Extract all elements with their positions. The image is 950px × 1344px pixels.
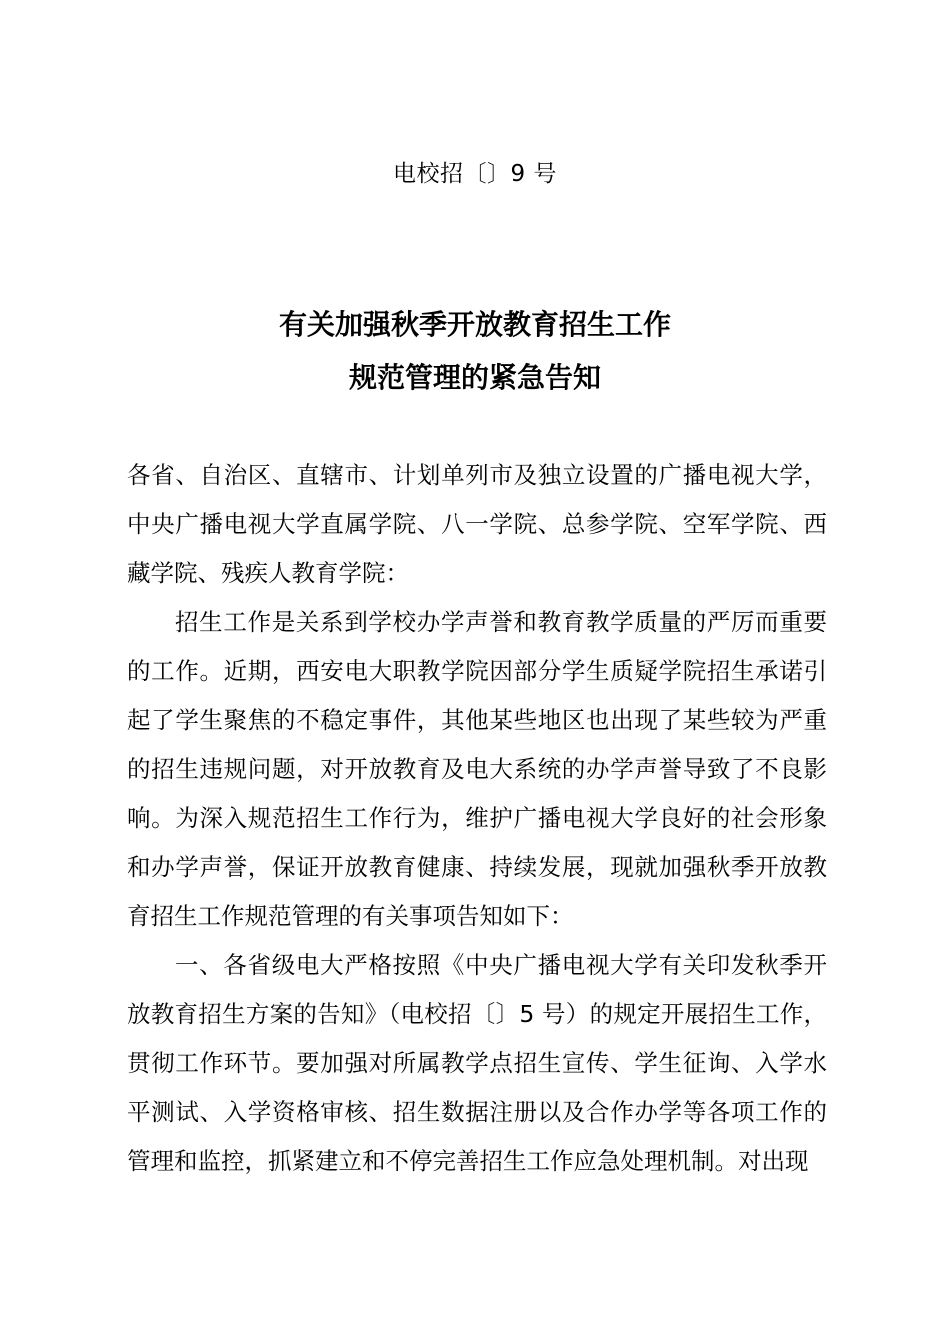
addressee-paragraph: 各省、自治区、直辖市、计划单列市及独立设置的广播电视大学，中央广播电视大学直属学院、八一学院、总参学院、空军学院、西藏学院、残疾人教育学院： [127, 461, 827, 587]
body-paragraph-2: 一、各省级电大严格按照《中央广播电视大学有关印发秋季开放教育招生方案的告知》（电校招〔〕5 号）的规定开展招生工作，贯彻工作环节。要加强对所属教学点招生宣传、学生征询、入学水平测试、入学资格审核、招生数据注册以及合作办学等各项工作的管理和监控，抓紧建立和不停完善招生工作应急处理机制。对出现 [127, 951, 827, 1175]
document-number: 电校招〔〕9 号 [393, 161, 557, 187]
document-title [0, 298, 950, 404]
title-line-1: 有关加强秋季开放教育招生工作 [278, 308, 671, 341]
document-body [127, 451, 827, 1186]
title-line-2: 规范管理的紧急告知 [348, 361, 601, 394]
body-paragraph-1: 招生工作是关系到学校办学声誉和教育教学质量的严厉而重要的工作。近期，西安电大职教学院因部分学生质疑学院招生承诺引起了学生聚焦的不稳定事件，其他某些地区也出现了某些较为严重的招生违规问题，对开放教育及电大系统的办学声誉导致了不良影响。为深入规范招生工作行为，维护广播电视大学良好的社会形象和办学声誉，保证开放教育健康、持续发展，现就加强秋季开放教育招生工作规范管理的有关事项告知如下： [127, 608, 827, 930]
